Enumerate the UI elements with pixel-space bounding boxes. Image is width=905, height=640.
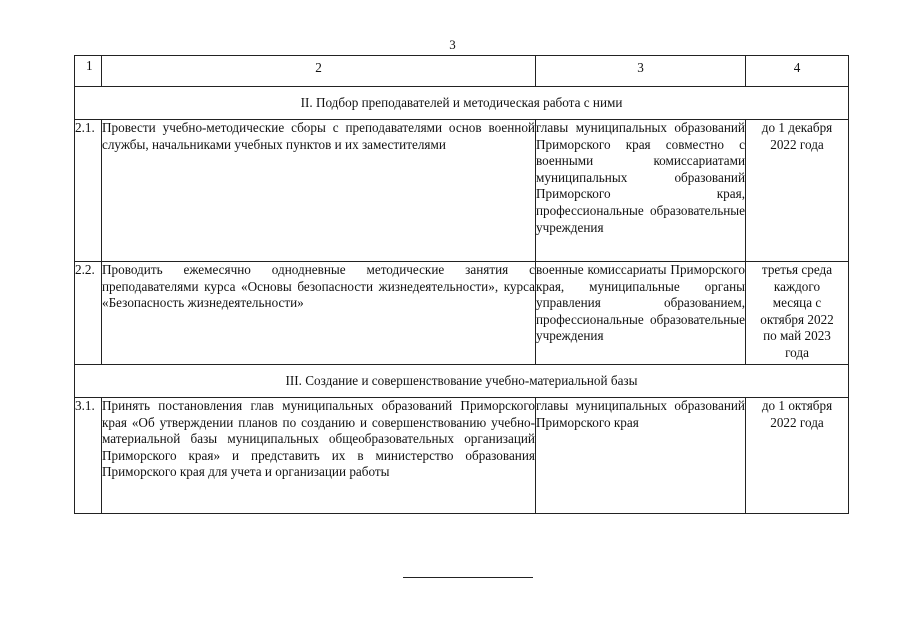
column-number-2: 2 [102, 56, 536, 87]
activity-text: Проводить ежемесячно однодневные методические занятия с преподавателями курса «Основы безопасности жизнедеятельности», курса «Безопасность жизнедеятельности» [102, 262, 536, 365]
section-title: II. Подбор преподавателей и методическая работа с ними [75, 87, 849, 120]
responsible-text: главы муниципальных образований Приморского края [536, 398, 746, 514]
deadline-cell [746, 262, 849, 365]
column-number-row [75, 56, 849, 87]
deadline-line: октября 2022 [760, 311, 834, 327]
activity-text: Принять постановления глав муниципальных образований Приморского края «Об утверждении планов по созданию и совершенствованию учебно-материальной базы муниципальных общеобразовательных организаций Приморского края» и представить их в министерство образования Приморского края для учета и организации работы [102, 398, 536, 514]
deadline-cell [746, 120, 849, 262]
row-number: 3.1. [75, 398, 102, 514]
table-row [75, 120, 849, 262]
page-number: 3 [449, 37, 456, 52]
deadline-line: по май 2023 [763, 328, 831, 344]
section-header-row [75, 87, 849, 120]
table-row [75, 262, 849, 365]
section-header-row [75, 365, 849, 398]
table-row [75, 398, 849, 514]
deadline-line: до 1 декабря [761, 120, 833, 135]
section-title: III. Создание и совершенствование учебно-материальной базы [75, 365, 849, 398]
footnote-separator-line [403, 577, 533, 578]
deadline-line: каждого [773, 278, 821, 294]
column-number-1: 1 [75, 56, 102, 87]
activity-text: Провести учебно-методические сборы с преподавателями основ военной службы, начальниками учебных пунктов и их заместителями [102, 120, 536, 262]
column-number-3: 3 [536, 56, 746, 87]
deadline-line: года [785, 344, 809, 360]
deadline-line: 2022 года [770, 414, 824, 430]
deadline-line: до 1 октября [761, 398, 833, 413]
row-number: 2.2. [75, 262, 102, 365]
responsible-text: главы муниципальных образований Приморского края совместно с военными комиссариатами муниципальных образований Приморского края, профессиональные образовательные учреждения [536, 120, 746, 262]
plan-table [74, 55, 849, 514]
row-number: 2.1. [75, 120, 102, 262]
deadline-line: месяца с [772, 295, 822, 311]
deadline-line: третья среда [761, 262, 833, 277]
column-number-4: 4 [746, 56, 849, 87]
deadline-cell [746, 398, 849, 514]
deadline-line: 2022 года [770, 136, 824, 152]
responsible-text: военные комиссариаты Приморского края, муниципальные органы управления образованием, профессиональные образовательные учреждения [536, 262, 746, 365]
